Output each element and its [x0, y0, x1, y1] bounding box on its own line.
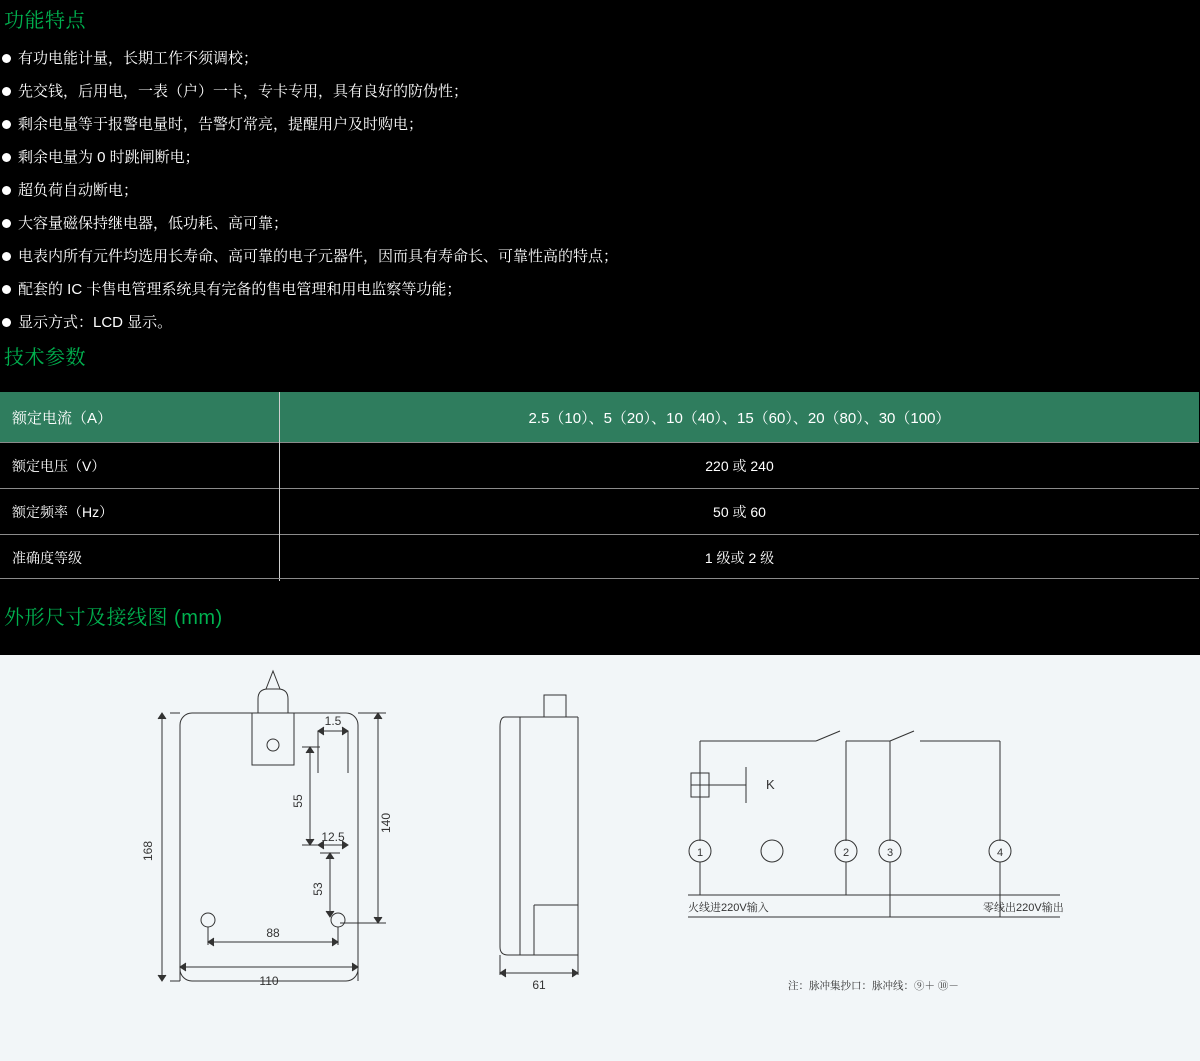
table-cell-value: 220 或 240 [280, 443, 1200, 489]
specs-section-title: 技术参数 [4, 347, 86, 369]
bullet-icon [2, 87, 11, 96]
list-item-label: 显示方式：LCD 显示。 [18, 314, 173, 331]
table-cell-value: 1 级或 2 级 [280, 535, 1200, 581]
list-item-label: 有功电能计量，长期工作不须调校； [18, 50, 259, 67]
dim-61-label: 61 [532, 978, 546, 992]
table-bottom-divider [0, 578, 1199, 579]
dim-110-label: 110 [259, 974, 279, 988]
dim-88-label: 88 [266, 926, 280, 940]
list-item-label: 超负荷自动断电； [18, 182, 139, 199]
dim-1-5-label: 1.5 [324, 714, 342, 728]
terminal-3-label: 3 [886, 847, 894, 859]
table-row [0, 489, 1199, 535]
table-cell-label: 准确度等级 [0, 535, 280, 581]
terminal-2-label: 2 [842, 847, 850, 859]
list-item-label: 配套的 IC 卡售电管理系统具有完备的售电管理和用电监察等功能； [18, 281, 462, 298]
table-row [0, 392, 1199, 443]
bullet-icon [2, 120, 11, 129]
bullet-icon [2, 219, 11, 228]
table-cell-value: 50 或 60 [280, 489, 1200, 535]
list-item [2, 306, 1182, 339]
terminal-1-label: 1 [696, 847, 704, 859]
list-item-label: 剩余电量为 0 时跳闸断电； [18, 149, 200, 166]
table-cell-label: 额定频率（Hz） [0, 489, 280, 535]
bullet-icon [2, 252, 11, 261]
bullet-icon [2, 186, 11, 195]
list-item [2, 42, 1182, 75]
wiring-left-label: 火线进220V输入 [688, 902, 769, 914]
dim-140-label: 140 [379, 812, 393, 834]
list-item [2, 141, 1182, 174]
dim-55-label: 55 [291, 794, 305, 808]
relay-k-label: K [766, 777, 775, 792]
bullet-icon [2, 318, 11, 327]
bullet-icon [2, 54, 11, 63]
dimensions-section-title: 外形尺寸及接线图 (mm) [4, 607, 223, 629]
list-item-label: 剩余电量等于报警电量时，告警灯常亮，提醒用户及时购电； [18, 116, 424, 133]
dim-53-label: 53 [311, 882, 325, 896]
table-row [0, 535, 1199, 581]
bullet-icon [2, 153, 11, 162]
list-item-label: 先交钱，后用电，一表（户）一卡，专卡专用，具有良好的防伪性； [18, 83, 469, 100]
list-item [2, 240, 1182, 273]
dim-168-label: 168 [141, 840, 155, 862]
specifications-table [0, 392, 1199, 581]
features-section-title: 功能特点 [4, 10, 86, 32]
features-list [2, 42, 1182, 339]
table-cell-label: 额定电流（A） [0, 392, 280, 443]
list-item-label: 大容量磁保持继电器，低功耗、高可靠； [18, 215, 289, 232]
front-view-outline [180, 713, 358, 981]
list-item [2, 174, 1182, 207]
dimension-drawing-panel [0, 655, 1200, 1061]
wiring-right-label: 零线出220V输出 [983, 902, 1064, 914]
terminal-4-label: 4 [996, 847, 1004, 859]
bullet-icon [2, 285, 11, 294]
table-cell-value: 2.5（10）、5（20）、10（40）、15（60）、20（80）、30（100） [280, 392, 1200, 443]
wiring-note-label: 注：脉冲集抄口：脉冲线：⑨＋ ⑩－ [788, 980, 959, 992]
table-cell-label: 额定电压（V） [0, 443, 280, 489]
list-item [2, 207, 1182, 240]
list-item [2, 108, 1182, 141]
dim-12-5-label: 12.5 [321, 830, 345, 844]
list-item [2, 273, 1182, 306]
table-row [0, 443, 1199, 489]
list-item-label: 电表内所有元件均选用长寿命、高可靠的电子元器件，因而具有寿命长、可靠性高的特点； [18, 248, 619, 265]
list-item [2, 75, 1182, 108]
